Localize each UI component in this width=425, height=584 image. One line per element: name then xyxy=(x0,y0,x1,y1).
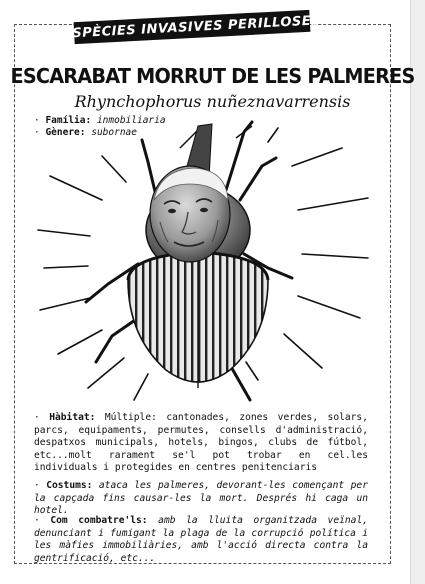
com-combatre-section: · Com combatre'ls: amb la lluita organitzada veïnal, denunciant i fumigant la plaga de la corrupció política i les màfies immobiliàries, amb l'acció directa contra la gentrificació, etc... xyxy=(34,515,368,564)
family-line: · Família: inmobiliaria xyxy=(34,115,166,126)
human-face-collage xyxy=(150,166,230,262)
beetle-illustration xyxy=(30,118,390,408)
costums-section: · Costums: ataca les palmeres, devorant-les començant per la capçada fins causar-les la mort. Després hi caga un hotel. xyxy=(34,480,368,516)
family-value: inmobiliaria xyxy=(96,115,166,126)
habitat-label: Hàbitat: xyxy=(49,412,96,423)
com-combatre-label: Com combatre'ls: xyxy=(50,515,148,526)
costums-text: ataca les palmeres, devorant-les començant per la capçada fins causar-les la mort. Després hi caga un hotel. xyxy=(34,480,368,516)
banner-text: ESPÈCIES INVASIVES PERILLOSES xyxy=(62,12,322,42)
habitat-text: Múltiple: cantonades, zones verdes, solars, parcs, equipaments, permutes, consells d'administració, despatxos municipals, hotels, bingos, clubs de fútbol, etc...molt rarament se'l pot trobar en cel.les individuals i protegides en centres penitenciaris xyxy=(34,412,368,473)
com-combatre-text: amb la lluita organitzada veïnal, denunciant i fumigant la plaga de la corrupció política i les màfies immobiliàries, amb l'acció directa contra la gentrificació, etc... xyxy=(34,515,368,564)
poster-title: ESCARABAT MORRUT DE LES PALMERES xyxy=(10,64,415,88)
genus-line: · Gènere: subornae xyxy=(34,127,137,138)
genus-value: subornae xyxy=(91,127,137,138)
habitat-section: · Hàbitat: Múltiple: cantonades, zones verdes, solars, parcs, equipaments, permutes, consells d'administració, despatxos municipals, hotels, bingos, clubs de fútbol, etc...molt rarament se'l pot trobar en cel.les individuals i protegides en centres penitenciaris xyxy=(34,412,368,473)
costums-label: Costums: xyxy=(46,480,93,491)
scientific-name: Rhynchophorus nuñeznavarrensis xyxy=(74,92,351,111)
family-label: Família: xyxy=(45,115,92,126)
genus-label: Gènere: xyxy=(45,127,86,138)
